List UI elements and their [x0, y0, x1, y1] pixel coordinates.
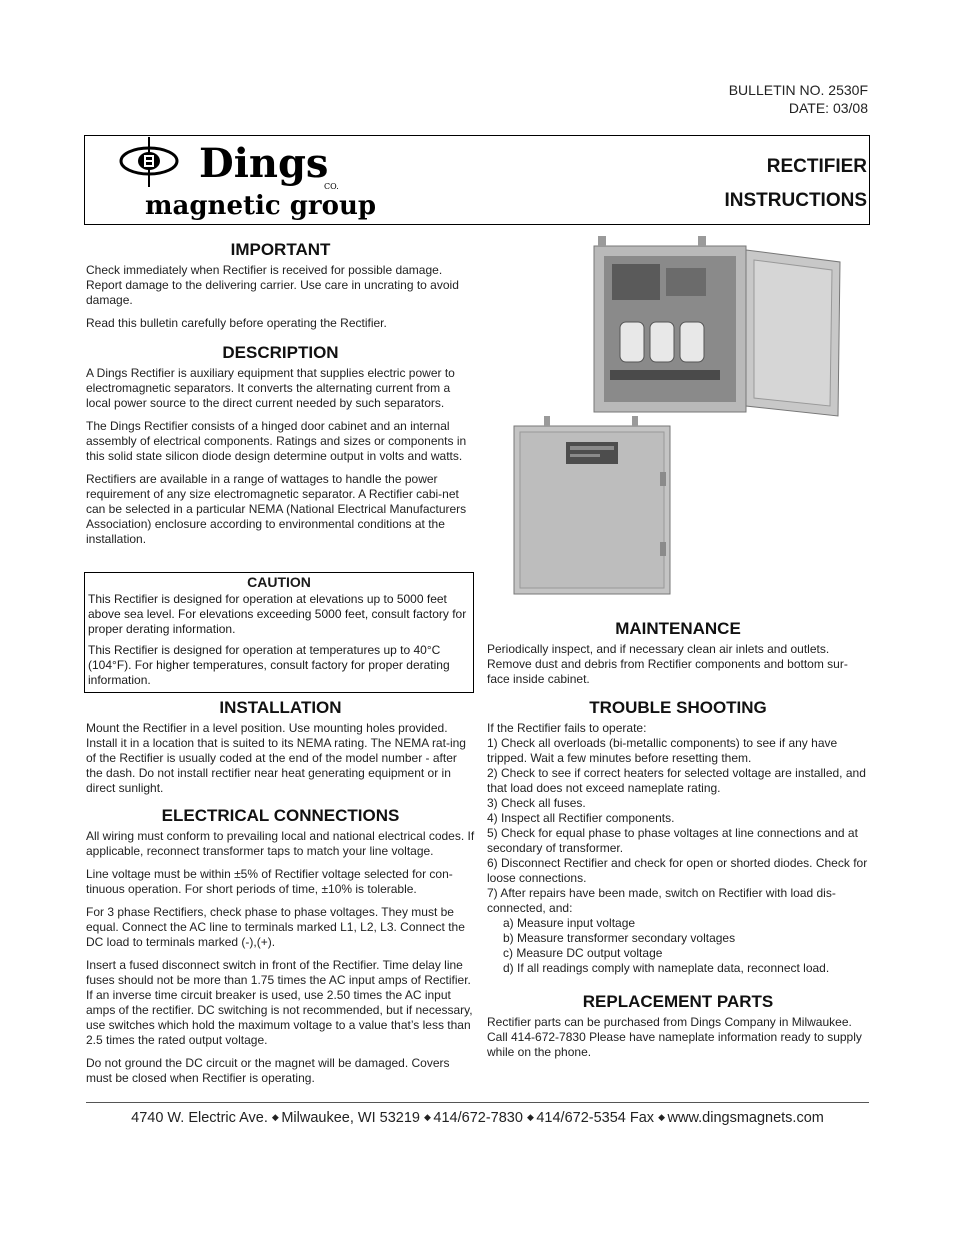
list-item: a) Measure input voltage: [503, 916, 636, 930]
caution-p2: This Rectifier is designed for operation at temperatures up to 40°C (104°F). For higher temperatures, consult factory for proper derating information.: [88, 643, 450, 687]
section-troubleshooting: [487, 698, 869, 976]
diamond-separator-icon: ◆: [526, 1112, 537, 1122]
bulletin-number: BULLETIN NO. 2530F: [728, 82, 868, 98]
document-title: [725, 150, 868, 218]
diamond-separator-icon: ◆: [271, 1112, 282, 1122]
caution-heading: CAUTION: [247, 574, 311, 590]
electrical-p2: Line voltage must be within ±5% of Rectifier voltage selected for con-tinuous operation. For short periods of time, ±10% is tolerable.: [86, 867, 453, 896]
maintenance-p1: Periodically inspect, and if necessary clean air inlets and outlets. Remove dust and debris from Rectifier components and bottom sur-face inside cabinet.: [487, 642, 848, 686]
dings-logo: [119, 137, 389, 223]
rectifier-open-cabinet-photo: [590, 236, 848, 420]
electrical-p3: For 3 phase Rectifiers, check phase to phase voltages. They must be equal. Connect the AC line to terminals marked L1, L2, L3. Connect the DC load to terminals marked (-),(+).: [86, 905, 465, 949]
replacement-p1: Rectifier parts can be purchased from Dings Company in Milwaukee. Call 414-672-7830 Please have nameplate information ready to supply while on the phone.: [487, 1015, 862, 1059]
section-maintenance: [487, 619, 869, 695]
list-item: 6) Disconnect Rectifier and check for open or shorted diodes. Check for loose connections.: [487, 856, 868, 885]
section-replacement-parts: [487, 992, 869, 1068]
caution-p1: This Rectifier is designed for operation at elevations up to 5000 feet above sea level. For elevations exceeding 5000 feet, consult factory for proper derating information.: [88, 592, 467, 636]
footer-contact: [86, 1110, 869, 1126]
important-p2: Read this bulletin carefully before operating the Rectifier.: [86, 316, 387, 330]
footer-city: Milwaukee, WI 53219: [281, 1110, 420, 1126]
section-electrical: [86, 806, 475, 1094]
list-item: 1) Check all overloads (bi-metallic components) to see if any have tripped. Wait a few minutes before resetting them.: [487, 736, 838, 765]
title-line-2: INSTRUCTIONS: [724, 190, 867, 211]
troubleshooting-sublist: [487, 916, 869, 976]
list-item: 5) Check for equal phase to phase voltages at line connections and at secondary of transformer.: [487, 826, 858, 855]
footer-website-link[interactable]: www.dingsmagnets.com: [667, 1110, 824, 1126]
description-p3: Rectifiers are available in a range of wattages to handle the power requirement of any size electromagnetic separator. A Rectifier cabi-net can be selected in a particular NEMA (National Electrical Manufacturers Association) enclosure according to environmental conditions at the installation.: [86, 472, 467, 546]
rectifier-closed-cabinet-photo: [508, 412, 676, 598]
electrical-p5: Do not ground the DC circuit or the magnet will be damaged. Covers must be closed when Rectifier is operating.: [86, 1056, 450, 1085]
troubleshooting-heading: TROUBLE SHOOTING: [589, 698, 767, 717]
important-heading: IMPORTANT: [230, 240, 331, 259]
caution-box: [84, 572, 474, 693]
electrical-p1: All wiring must conform to prevailing local and national electrical codes. If applicable, reconnect transformer taps to match your line voltage.: [86, 829, 475, 858]
electrical-p4: Insert a fused disconnect switch in front of the Rectifier. Time delay line fuses should not be more than 1.75 times the AC input amps of Rectifier. If an inverse time circuit breaker is used, use 2.50 times the AC input amps of the rectifier. DC switching is not recommended, but if necessary, use switches which hold the maximum voltage to a value that’s less than 2.5 times the rated output voltage.: [86, 958, 473, 1047]
maintenance-heading: MAINTENANCE: [615, 619, 741, 638]
replacement-heading: REPLACEMENT PARTS: [582, 992, 774, 1011]
troubleshooting-list: [487, 736, 869, 916]
section-installation: [86, 698, 475, 804]
description-p1: A Dings Rectifier is auxiliary equipment that supplies electric power to electromagnetic separators. It converts the alternating current from a local power source to the direct current needed by such separators.: [86, 366, 455, 410]
brand-name: Dings: [199, 140, 329, 187]
footer-address: 4740 W. Electric Ave.: [131, 1110, 268, 1126]
description-p2: The Dings Rectifier consists of a hinged door cabinet and an internal assembly of electrical components. Ratings and sizes or components in this solid state silicon diode design determine output in volts and watts.: [86, 419, 467, 463]
footer-phone: 414/672-7830: [433, 1110, 523, 1126]
bulletin-info: [729, 81, 868, 117]
description-heading: DESCRIPTION: [222, 343, 339, 362]
installation-heading: INSTALLATION: [219, 698, 342, 717]
title-line-1: RECTIFIER: [766, 156, 867, 177]
section-description: [86, 343, 475, 555]
brand-group: magnetic group: [145, 191, 377, 221]
important-p1: Check immediately when Rectifier is received for possible damage. Report damage to the delivering carrier. Use care in uncrating to avoid damage.: [86, 263, 459, 307]
list-item: 3) Check all fuses.: [487, 796, 586, 810]
list-item: 4) Inspect all Rectifier components.: [487, 811, 675, 825]
brand-co: CO.: [324, 182, 339, 191]
diamond-separator-icon: ◆: [658, 1112, 668, 1122]
section-important: [86, 240, 475, 339]
diamond-separator-icon: ◆: [423, 1112, 434, 1122]
header-box: [84, 135, 870, 225]
bulletin-date: DATE: 03/08: [788, 100, 868, 116]
footer-fax: 414/672-5354 Fax: [536, 1110, 655, 1126]
list-item: b) Measure transformer secondary voltages: [503, 931, 736, 945]
installation-p1: Mount the Rectifier in a level position. Use mounting holes provided. Install it in a location that is suited to its NEMA rating. The NEMA rat-ing of the Rectifier is usually coded at the end of the model number - after the dash. Do not install rectifier near heat generating equipment or in direct sunlight.: [86, 721, 466, 795]
list-item: d) If all readings comply with nameplate data, reconnect load.: [503, 961, 830, 975]
troubleshooting-intro: If the Rectifier fails to operate:: [487, 721, 647, 735]
footer-divider: [86, 1102, 869, 1103]
dings-logo-graphic: [119, 137, 389, 223]
electrical-heading: ELECTRICAL CONNECTIONS: [161, 806, 400, 825]
list-item: 2) Check to see if correct heaters for selected voltage are installed, and that load does not exceed nameplate rating.: [487, 766, 866, 795]
list-item: 7) After repairs have been made, switch on Rectifier with load dis-connected, and:: [487, 886, 836, 915]
list-item: c) Measure DC output voltage: [503, 946, 663, 960]
